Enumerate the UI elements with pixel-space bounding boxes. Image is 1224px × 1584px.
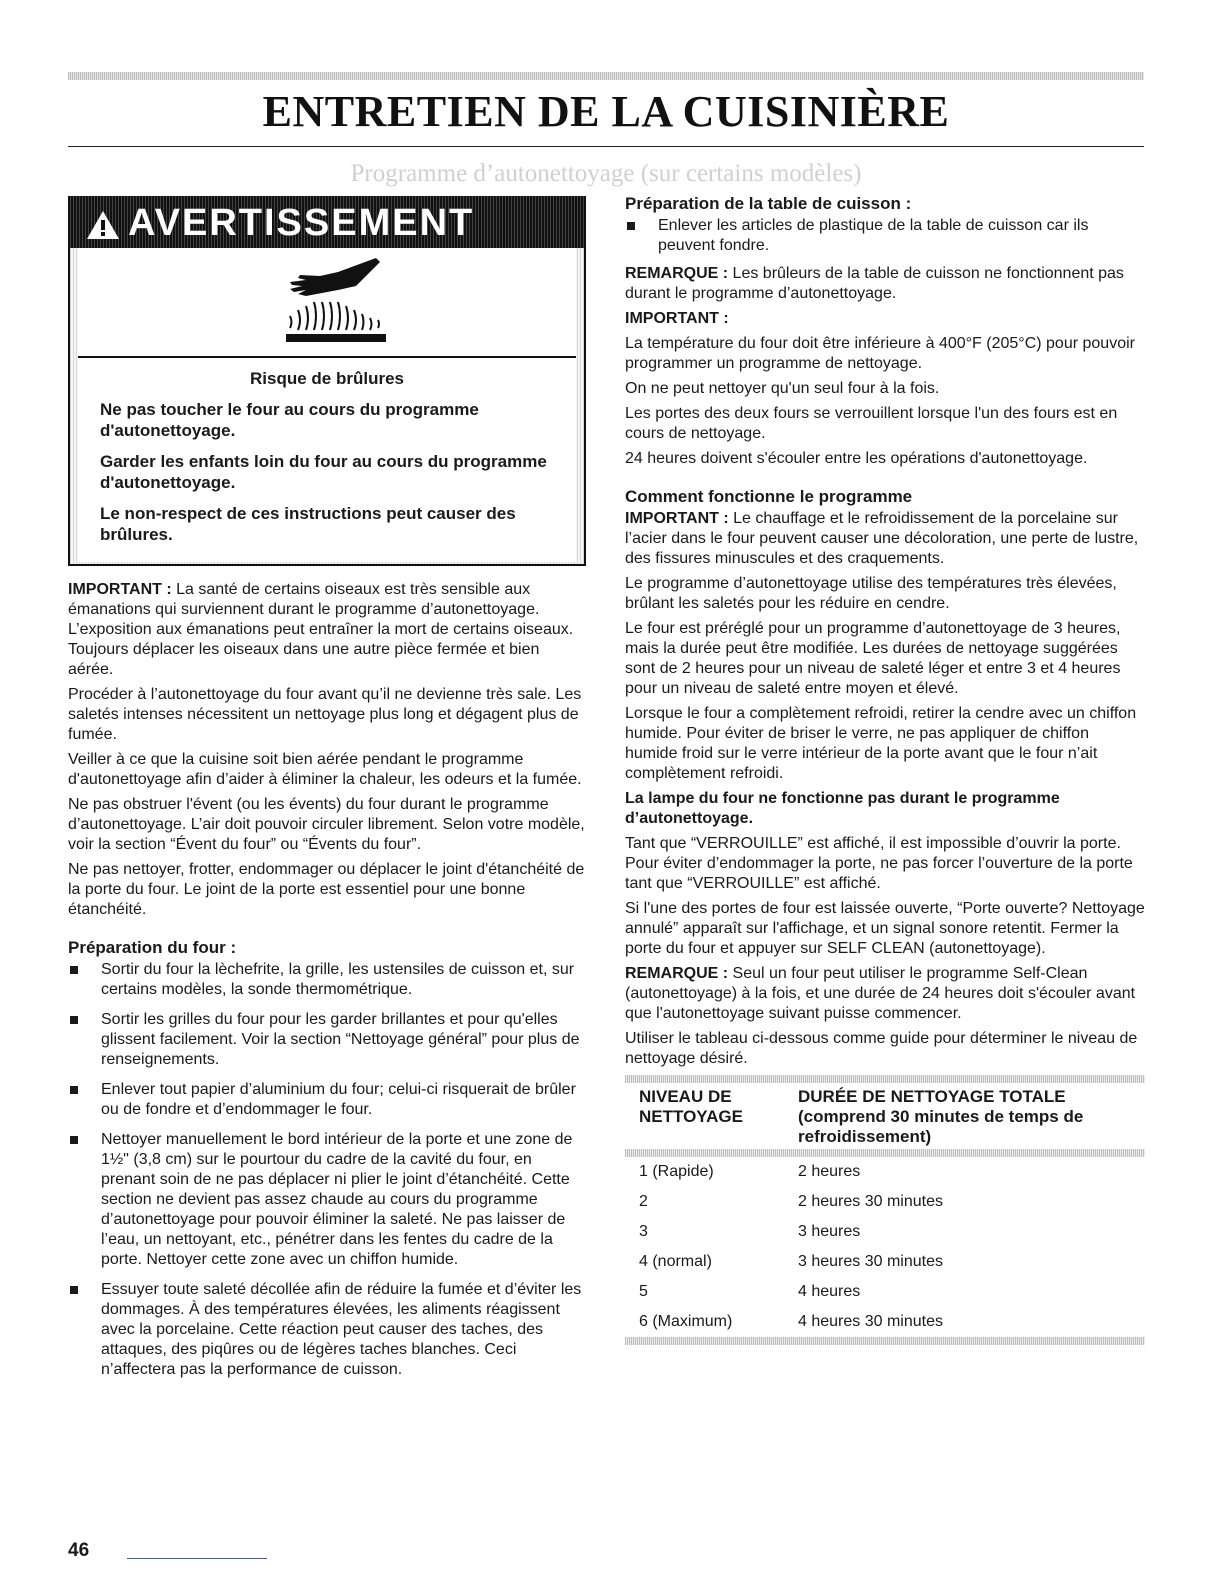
bottom-link-line xyxy=(127,1558,267,1559)
list-item: Nettoyer manuellement le bord intérieur de la porte et une zone de 1½" (3,8 cm) sur le pourtour du cadre de la cavité du four, en prenant soin de ne pas déplacer ni plier le joint d’étanchéité. Cette section ne devient pas assez chaude au cours du programme d’autonettoyage pour pouvoir éliminer la saleté. Ne pas laisser de l’eau, un nettoyant, etc., pénétrer dans les fentes du cadre de la porte. Nettoyer cette zone avec un chiffon humide. xyxy=(68,1130,586,1270)
warning-header xyxy=(68,196,586,248)
table-cell-level: 5 xyxy=(639,1283,648,1300)
table-row xyxy=(625,1157,1145,1187)
warning-title: AVERTISSEMENT xyxy=(128,202,475,244)
lamp-heading: La lampe du four ne fonctionne pas durant le programme d’autonettoyage. xyxy=(625,790,1060,827)
cooktop-prep-list xyxy=(625,216,1145,256)
table-cell-duration: 4 heures 30 minutes xyxy=(798,1313,943,1330)
warning-line: Garder les enfants loin du four au cours du programme d'autonettoyage. xyxy=(100,452,547,492)
how-it-works-heading: Comment fonctionne le programme xyxy=(625,487,913,506)
warning-text xyxy=(78,358,576,562)
warning-triangle-icon xyxy=(86,210,120,240)
section-subtitle: Programme d’autonettoyage (sur certains modèles) xyxy=(350,160,862,187)
warning-box xyxy=(68,196,586,568)
list-item: Enlever les articles de plastique de la table de cuisson car ils peuvent fondre. xyxy=(625,216,1145,256)
table-row xyxy=(625,1247,1145,1277)
paragraph: Si l'une des portes de four est laissée ouverte, “Porte ouverte? Nettoyage annulé” apparaît sur l'affichage, et un signal sonore retentit. Fermer la porte du four et appuyer sur SELF CLEAN (autonettoyage). xyxy=(625,900,1145,957)
table-row xyxy=(625,1307,1145,1337)
top-decorative-stripe xyxy=(68,72,1144,80)
paragraph: Lorsque le four a complètement refroidi, retirer la cendre avec un chiffon humide. Pour éviter de briser le verre, ne pas appliquer de chiffon humide froid sur le verre intérieur de la porte avant que le four n’ait complètement refroidi. xyxy=(625,705,1137,782)
paragraph: REMARQUE : Seul un four peut utiliser le programme Self-Clean (autonettoyage) à la fois, et une durée de 24 heures doit s'écouler avant que l'autonettoyage suivant puisse commencer. xyxy=(625,965,1136,1022)
table-cell-level: 2 xyxy=(639,1193,648,1210)
warning-icon-area xyxy=(78,248,576,358)
table-cell-duration: 2 heures xyxy=(798,1163,861,1180)
table-top-stripe xyxy=(625,1075,1145,1083)
paragraph: Les portes des deux fours se verrouillent lorsque l'un des fours est en cours de nettoyage. xyxy=(625,405,1118,442)
paragraph: Veiller à ce que la cuisine soit bien aérée pendant le programme d'autonettoyage afin d’aider à éliminer la chaleur, les odeurs et la fumée. xyxy=(68,751,582,788)
paragraph: La température du four doit être inférieure à 400°F (205°C) pour pouvoir programmer un programme de nettoyage. xyxy=(625,335,1135,372)
table-header-stripe xyxy=(625,1149,1145,1157)
oven-prep-heading: Préparation du four : xyxy=(68,938,237,957)
table-cell-level: 6 (Maximum) xyxy=(639,1313,733,1330)
warning-line: Le non-respect de ces instructions peut causer des brûlures. xyxy=(100,504,516,544)
table-row xyxy=(625,1277,1145,1307)
list-item: Sortir du four la lèchefrite, la grille, les ustensiles de cuisson et, sur certains modèles, la sonde thermométrique. xyxy=(68,960,586,1000)
table-cell-level: 3 xyxy=(639,1223,648,1240)
warning-risk: Risque de brûlures xyxy=(250,369,404,388)
warning-line: Ne pas toucher le four au cours du programme d'autonettoyage. xyxy=(100,400,479,440)
list-item: Sortir les grilles du four pour les garder brillantes et pour qu'elles glissent facilement. Voir la section “Nettoyage général” pour plus de renseignements. xyxy=(68,1010,586,1070)
table-row xyxy=(625,1187,1145,1217)
col-header-level: NIVEAU DE NETTOYAGE xyxy=(639,1087,743,1126)
important-label: IMPORTANT : xyxy=(625,310,729,327)
warning-body xyxy=(68,248,586,566)
table-cell-duration: 3 heures xyxy=(798,1223,861,1240)
paragraph: Procéder à l’autonettoyage du four avant qu’il ne devienne très sale. Les saletés intenses nécessitent un nettoyage plus long et dégagent plus de fumée. xyxy=(68,686,582,743)
cooktop-prep-heading: Préparation de la table de cuisson : xyxy=(625,194,912,213)
cleaning-table xyxy=(625,1075,1145,1345)
col-header-duration: DURÉE DE NETTOYAGE TOTALE (comprend 30 minutes de temps de refroidissement) xyxy=(798,1087,1084,1146)
paragraph: REMARQUE : Les brûleurs de la table de cuisson ne fonctionnent pas durant le programme d’autonettoyage. xyxy=(625,265,1124,302)
table-header xyxy=(625,1083,1145,1149)
hot-surface-hand-icon xyxy=(276,256,396,348)
paragraph: On ne peut nettoyer qu'un seul four à la fois. xyxy=(625,380,940,397)
paragraph: IMPORTANT : La santé de certains oiseaux est très sensible aux émanations qui surviennent durant le programme d’autonettoyage. L’exposition aux émanations peut entraîner la mort de certains oiseaux. Toujours déplacer les oiseaux dans une autre pièce fermée et bien aérée. xyxy=(68,581,574,678)
table-cell-level: 4 (normal) xyxy=(639,1253,712,1270)
table-cell-level: 1 (Rapide) xyxy=(639,1163,714,1180)
page-title: ENTRETIEN DE LA CUISINIÈRE xyxy=(262,87,950,136)
table-bottom-stripe xyxy=(625,1337,1145,1345)
paragraph: Ne pas obstruer l'évent (ou les évents) du four durant le programme d’autonettoyage. L’air doit pouvoir circuler librement. Selon votre modèle, voir la section “Évent du four” ou “Évents du four”. xyxy=(68,796,585,853)
table-cell-duration: 2 heures 30 minutes xyxy=(798,1193,943,1210)
title-divider xyxy=(68,146,1144,147)
paragraph: Tant que “VERROUILLE” est affiché, il est impossible d’ouvrir la porte. Pour éviter d’endommager la porte, ne pas forcer l’ouverture de la porte tant que “VERROUILLE” est affiché. xyxy=(625,835,1133,892)
left-column xyxy=(68,580,586,1390)
oven-prep-list xyxy=(68,960,586,1380)
list-item: Essuyer toute saleté décollée afin de réduire la fumée et d’éviter les dommages. À des températures élevées, les aliments réagissent avec la porcelaine. Cette réaction peut causer des taches, des attaques, des piqûres ou de légères taches blanches. Ceci n’affectera pas la performance de cuisson. xyxy=(68,1280,586,1380)
paragraph: IMPORTANT : Le chauffage et le refroidissement de la porcelaine sur l’acier dans le four peuvent causer une décoloration, une perte de lustre, des fissures minuscules et des craquements. xyxy=(625,510,1139,567)
paragraph: Ne pas nettoyer, frotter, endommager ou déplacer le joint d'étanchéité de la porte du four. Le joint de la porte est essentiel pour une bonne étanchéité. xyxy=(68,861,585,918)
page-number: 46 xyxy=(68,1540,90,1561)
list-item: Enlever tout papier d’aluminium du four; celui-ci risquerait de brûler ou de fondre et d’endommager le four. xyxy=(68,1080,586,1120)
paragraph: Le programme d’autonettoyage utilise des températures très élevées, brûlant les saletés pour les réduire en cendre. xyxy=(625,575,1117,612)
table-cell-duration: 4 heures xyxy=(798,1283,861,1300)
table-row xyxy=(625,1217,1145,1247)
paragraph: Le four est préréglé pour un programme d’autonettoyage de 3 heures, mais la durée peut être modifiée. Les durées de nettoyage suggérées sont de 2 heures pour un niveau de saleté léger et entre 3 et 4 heures pour un niveau de saleté entre moyen et élevé. xyxy=(625,620,1121,697)
paragraph: 24 heures doivent s'écouler entre les opérations d'autonettoyage. xyxy=(625,450,1088,467)
paragraph: Utiliser le tableau ci-dessous comme guide pour déterminer le niveau de nettoyage désiré. xyxy=(625,1030,1138,1067)
table-cell-duration: 3 heures 30 minutes xyxy=(798,1253,943,1270)
right-column xyxy=(625,194,1145,1345)
